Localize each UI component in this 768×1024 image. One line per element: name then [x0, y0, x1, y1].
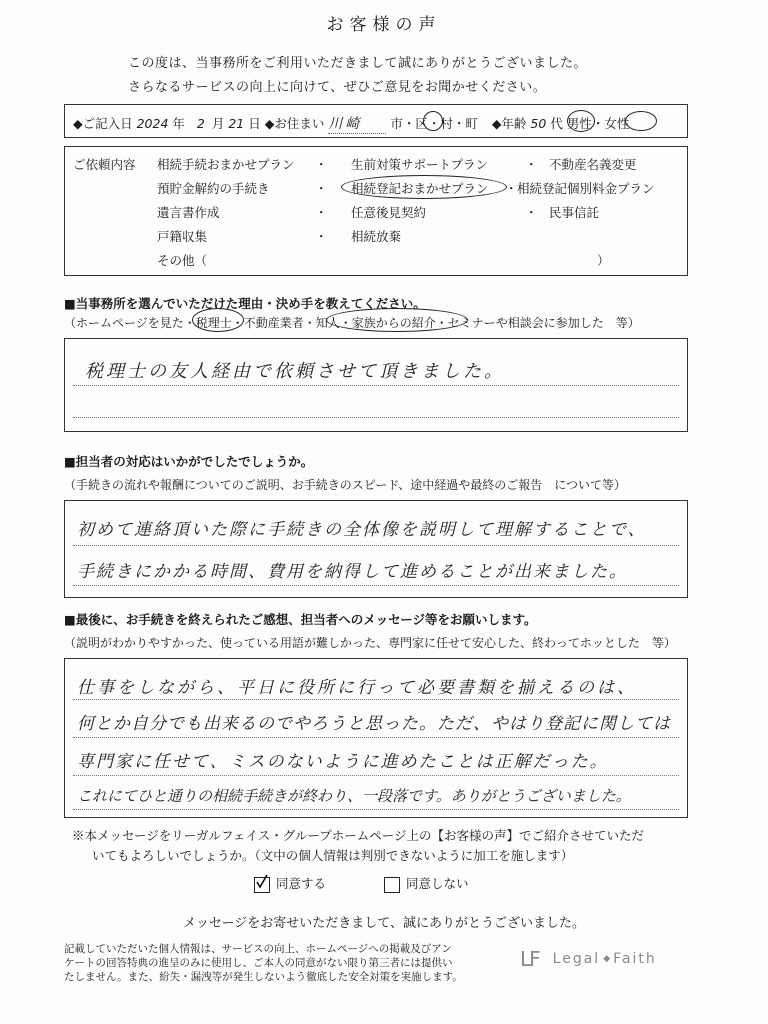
address-value[interactable]: 川崎 [328, 113, 386, 134]
intro-line-2: さらなるサービスの向上に向けて、ぜひご意見をお聞かせください。 [128, 80, 547, 95]
request-box: ご依頼内容 相続手続おまかせプラン ・ 生前対策サポートプラン ・ 不動産名義変更 預貯金解約の手続き ・ 相続登記おまかせプラン ・ 相続登記個別料金プラン 遺言書作成 ・ 任意後見契約 ・ 民事信託 戸籍収集 ・ 相続放棄 その他（ ） [64, 146, 688, 276]
plan-registration[interactable]: 相続登記おまかせプラン [351, 181, 489, 196]
disagree-option[interactable] [384, 874, 469, 893]
section3-answer-line: 専門家に任せて、ミスのないように進めたことは正解だった。 [77, 752, 609, 772]
plan-family-register[interactable]: 戸籍収集 [157, 229, 208, 244]
gender-options: 男性・女性 [566, 116, 630, 131]
year-value[interactable]: 2024 [136, 116, 169, 131]
plan-real-estate[interactable]: 不動産名義変更 [549, 157, 637, 172]
section1-answer-box[interactable] [64, 338, 688, 432]
year-unit: 年 [172, 116, 185, 131]
month-value[interactable]: 2 [196, 116, 208, 131]
plan-renunciation[interactable]: 相続放棄 [351, 229, 402, 244]
disagree-checkbox[interactable] [384, 877, 400, 893]
section3-heading: ■最後に、お手続きを終えられたご感想、担当者へのメッセージ等をお願いします。 [64, 612, 537, 627]
logo-text-2: Faith [613, 951, 657, 967]
consent-note-1: ※本メッセージをリーガルフェイス・グループホームページ上の【お客様の声】でご紹介させていただ [72, 828, 645, 843]
section2-answer-line: 初めて連絡頂いた際に手続きの全体像を説明して理解することで、 [77, 520, 647, 540]
thanks-message: メッセージをお寄せいただきまして、誠にありがとうございました。 [183, 916, 585, 931]
age-unit: 代 [550, 116, 563, 131]
plan-deposit[interactable]: 預貯金解約の手続き [157, 181, 270, 196]
plan-guardian[interactable]: 任意後見契約 [351, 205, 427, 220]
plan-pre-death[interactable]: 生前対策サポートプラン [351, 157, 489, 172]
company-logo [520, 946, 657, 972]
consent-note-2: いてもよろしいでしょうか。（文中の個人情報は判別できないように加工を施します） [92, 848, 574, 863]
privacy-line: ケートの回答特典の進呈のみに使用し、ご本人の同意がない限り第三者には提供い [64, 957, 453, 969]
section2-sub: （手続きの流れや報酬についてのご説明、お手続きのスピード、途中経過や最終のご報告 について等） [64, 478, 626, 492]
age-label: ◆年齢 [491, 116, 527, 131]
logo-mark: LF [520, 947, 539, 971]
check-mark-icon [255, 875, 269, 889]
registration-circle [341, 175, 507, 199]
age-circle [567, 110, 595, 132]
gender-circle [625, 111, 657, 131]
plan-trust[interactable]: 民事信託 [549, 205, 600, 220]
page-title: お客様の声 [326, 15, 442, 35]
city-circle [423, 111, 443, 131]
other-label: その他（ [157, 253, 208, 268]
agree-checkbox[interactable] [254, 877, 270, 893]
privacy-notice [64, 942, 463, 984]
section2-answer-box[interactable] [64, 500, 688, 598]
logo-diamond-icon: ◆ [603, 954, 611, 964]
section1-heading: ■当事務所を選んでいただけた理由・決め手を教えてください。 [64, 296, 426, 311]
plan-inheritance[interactable]: 相続手続おまかせプラン [157, 157, 295, 172]
privacy-line: たしません。また、紛失・漏洩等が発生しないよう徹底した安全対策を実施します。 [64, 971, 463, 983]
other-close: ） [597, 253, 610, 268]
agree-label: 同意する [275, 876, 326, 891]
referral-circle [326, 308, 468, 332]
section2-answer-line: 手続きにかかる時間、費用を納得して進めることが出来ました。 [77, 562, 628, 582]
day-value[interactable]: 21 [228, 116, 245, 131]
tax-accountant-circle [192, 308, 244, 332]
request-label: ご依頼内容 [73, 157, 136, 172]
section3-answer-line: これにてひと通りの相続手続きが終わり、一段落です。ありがとうございました。 [77, 787, 631, 805]
section3-answer-box[interactable] [64, 658, 688, 818]
date-label: ◆ご記入日 [73, 116, 133, 131]
intro-line-1: この度は、当事務所をご利用いただきまして誠にありがとうございました。 [128, 56, 588, 71]
city-options: 市・区・村・町 [390, 116, 478, 131]
plan-will[interactable]: 遺言書作成 [157, 205, 220, 220]
privacy-line: 記載していただいた個人情報は、サービスの向上、ホームページへの掲載及びアン [64, 943, 452, 955]
logo-text: Legal [552, 951, 601, 967]
address-label: ◆お住まい [264, 116, 325, 131]
disagree-label: 同意しない [405, 876, 469, 891]
agree-option[interactable] [254, 874, 326, 893]
day-unit: 日 [248, 116, 261, 131]
section1-sub: （ホームページを見た・税理士・不動産業者・知人・家族からの紹介・セミナーや相談会に参加した 等） [64, 316, 640, 330]
month-unit: 月 [211, 116, 225, 131]
section3-sub: （説明がわかりやすかった、使っている用語が難しかった、専門家に任せて安心した、終わってホッとした 等） [64, 636, 676, 650]
entry-box [64, 104, 688, 138]
age-value[interactable]: 50 [530, 116, 547, 131]
plan-registration-individual[interactable]: 相続登記個別料金プラン [517, 181, 655, 196]
section2-heading: ■担当者の対応はいかがでしたでしょうか。 [64, 454, 314, 469]
section1-answer-line: 税理士の友人経由で依頼させて頂きました。 [85, 361, 505, 382]
section3-answer-line: 何とか自分でも出来るのでやろうと思った。ただ、やはり登記に関しては [77, 714, 671, 734]
section3-answer-line: 仕事をしながら、平日に役所に行って必要書類を揃えるのは、 [77, 678, 637, 698]
